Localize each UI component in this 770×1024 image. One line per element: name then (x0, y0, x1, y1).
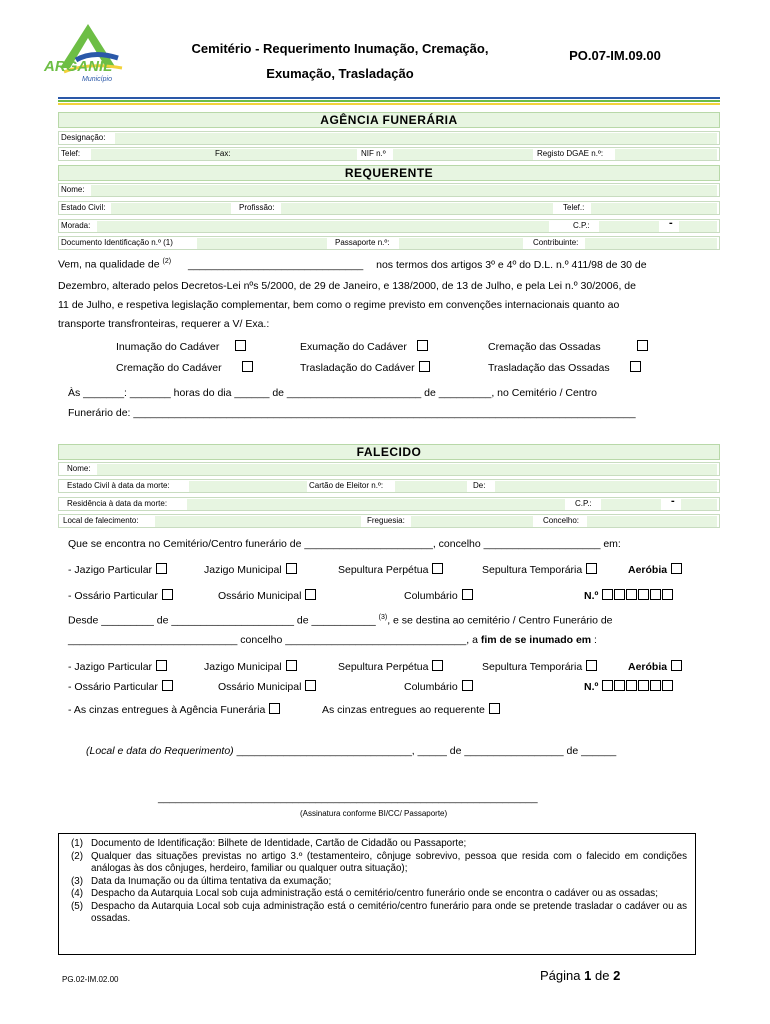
falecido-estado-civil-label: Estado Civil à data da morte: (67, 481, 170, 490)
logo-text: ARGANIL (44, 58, 113, 75)
dest-sepultura-temporaria-checkbox[interactable] (586, 660, 597, 671)
requerente-contribuinte-label: Contribuinte: (533, 238, 579, 247)
requerente-morada-field[interactable] (97, 221, 549, 232)
option-trasladacao-cadaver[interactable] (300, 361, 430, 374)
numero-box-2[interactable] (614, 589, 625, 600)
footnotes-box (58, 833, 696, 955)
exumacao-checkbox[interactable] (417, 340, 428, 351)
falecido-cartao-field[interactable] (395, 481, 467, 492)
dest-aerobia-checkbox[interactable] (671, 660, 682, 671)
horas-line[interactable]: Às _______: _______ horas do dia ______ de _______________________ de _________, no Cemitério / Centro (68, 387, 597, 399)
numero-box-5[interactable] (650, 589, 661, 600)
dest-ossario-municipal-checkbox[interactable] (305, 680, 316, 691)
ossario-municipal-checkbox[interactable] (305, 589, 316, 600)
dest-numero-box-4[interactable] (638, 680, 649, 691)
columbario-checkbox[interactable] (462, 589, 473, 600)
qualidade-line (58, 258, 647, 271)
dest-sepultura-perpetua[interactable] (338, 660, 443, 673)
trasladacao-ossadas-checkbox[interactable] (630, 361, 641, 372)
option-inumacao[interactable] (116, 340, 246, 353)
dest-columbario-checkbox[interactable] (462, 680, 473, 691)
requerente-estado-civil-field[interactable] (111, 203, 231, 214)
cremacao-ossadas-checkbox[interactable] (637, 340, 648, 351)
option-cremacao-ossadas[interactable] (488, 340, 648, 353)
trasladacao-ossadas-label: Trasladação das Ossadas (488, 362, 610, 374)
origin-ossario-particular[interactable] (68, 589, 173, 602)
requerente-contribuinte-field[interactable] (585, 238, 717, 249)
documento-label-sup: (1) (163, 238, 173, 247)
sepultura-perpetua-checkbox[interactable] (432, 563, 443, 574)
jazigo-particular-checkbox[interactable] (156, 563, 167, 574)
document-title (175, 36, 505, 86)
header-rule-green (58, 100, 720, 102)
footnote-text: Qualquer das situações previstas no artigo 3.º (testamenteiro, cônjuge sobrevivo, pessoa que resida com o falecido em condições análogas às dos cônjuges, herdeiro, familiar ou qualquer outra situação); (91, 850, 687, 874)
numero-box-4[interactable] (638, 589, 649, 600)
section-agencia-heading: AGÊNCIA FUNERÁRIA (58, 112, 720, 128)
requerente-cp-dash: - (669, 217, 673, 229)
qualidade-sup: (2) (162, 258, 172, 265)
footnote-text: Data da Inumação ou da última tentativa da exumação; (91, 875, 332, 887)
dest-numero-box-1[interactable] (602, 680, 613, 691)
designacao-label: Designação: (61, 133, 106, 142)
sepultura-perpetua-label: Sepultura Perpétua (338, 564, 429, 576)
origin-jazigo-particular[interactable] (68, 563, 167, 576)
agencia-dgae-field[interactable] (615, 149, 717, 160)
fim-colon: : (594, 634, 597, 646)
origin-ossario-municipal[interactable] (218, 589, 316, 602)
concelho-line[interactable] (68, 634, 597, 646)
header-rule-blue (58, 97, 720, 99)
origin-sepultura-perpetua[interactable] (338, 563, 443, 576)
cinzas-requerente[interactable] (322, 703, 500, 716)
falecido-cartao-label: Cartão de Eleitor n.º: (309, 481, 384, 490)
dest-numero-label: N.º (584, 681, 599, 693)
falecido-estado-civil-field[interactable] (189, 481, 307, 492)
dest-jazigo-municipal-label: Jazigo Municipal (204, 661, 282, 673)
dest-jazigo-particular[interactable] (68, 660, 167, 673)
footnote-number: (2) (71, 850, 83, 862)
dest-ossario-municipal-label: Ossário Municipal (218, 681, 302, 693)
cremacao-cadaver-checkbox[interactable] (242, 361, 253, 372)
requerente-civil-row (58, 201, 720, 215)
origin-aerobia[interactable] (628, 563, 682, 576)
dest-jazigo-particular-label: - Jazigo Particular (68, 661, 153, 673)
numero-box-6[interactable] (662, 589, 673, 600)
document-code: PO.07-IM.09.00 (569, 48, 661, 63)
title-line-1: Cemitério - Requerimento Inumação, Cremação, (191, 41, 489, 56)
trasladacao-cadaver-checkbox[interactable] (419, 361, 430, 372)
falecido-cp-label: C.P.: (575, 499, 592, 508)
requerente-documento-label (61, 238, 173, 247)
cremacao-ossadas-label: Cremação das Ossadas (488, 341, 601, 353)
section-falecido-heading: FALECIDO (58, 444, 720, 460)
legal-line-2: Dezembro, alterado pelos Decretos-Lei nºs 5/2000, de 29 de Janeiro, e 138/2000, de 13 de Julho, e pela Lei n.º 30/2006, de (58, 280, 636, 292)
sepultura-temporaria-checkbox[interactable] (586, 563, 597, 574)
page-number (540, 968, 620, 983)
requerente-telef-field[interactable] (591, 203, 717, 214)
requerente-profissao-field[interactable] (281, 203, 553, 214)
ossario-particular-checkbox[interactable] (162, 589, 173, 600)
agencia-telef-field[interactable] (91, 149, 259, 160)
footnote-text: Despacho da Autarquia Local sob cuja administração está o cemitério/centro funerário para onde se pretende trasladar o cadáver ou as ossadas. (91, 900, 687, 924)
agencia-dgae-label: Registo DGAE n.º: (537, 149, 604, 158)
dest-aerobia-label: Aeróbia (628, 661, 668, 673)
falecido-nome-label: Nome: (67, 464, 91, 473)
falecido-local-label: Local de falecimento: (63, 516, 139, 525)
signature-caption: (Assinatura conforme BI/CC/ Passaporte) (300, 809, 448, 818)
falecido-freguesia-field[interactable] (411, 516, 533, 527)
origin-numero (584, 589, 673, 602)
exumacao-label: Exumação do Cadáver (300, 341, 407, 353)
desde-line[interactable] (68, 614, 613, 627)
footnote-item (71, 876, 687, 889)
falecido-freguesia-label: Freguesia: (367, 516, 405, 525)
requerente-cp-label: C.P.: (573, 221, 590, 230)
sepultura-temporaria-label: Sepultura Temporária (482, 564, 583, 576)
dest-jazigo-municipal-checkbox[interactable] (286, 660, 297, 671)
ossario-particular-label: - Ossário Particular (68, 590, 158, 602)
falecido-residencia-field[interactable] (187, 499, 565, 510)
local-data-line[interactable] (86, 745, 616, 757)
cinzas-requerente-label: As cinzas entregues ao requerente (322, 704, 485, 716)
dest-aerobia[interactable] (628, 660, 682, 673)
dest-numero (584, 680, 673, 693)
legal-line-4: transporte transfronteiras, requerer a V/ Exa.: (58, 318, 270, 330)
desde-blanks[interactable]: Desde _________ de _____________________ de ___________ (68, 614, 376, 627)
page-current: 1 (584, 968, 592, 983)
cremacao-cadaver-label: Cremação do Cadáver (116, 362, 222, 374)
cinzas-agencia-checkbox[interactable] (269, 703, 280, 714)
dest-columbario[interactable] (404, 680, 473, 693)
requerente-passaporte-label: Passaporte n.º: (335, 238, 390, 247)
legal-paragraph (58, 277, 718, 334)
numero-box-3[interactable] (626, 589, 637, 600)
desde-sup: (3) (378, 614, 388, 621)
header-rule-yellow (58, 103, 720, 105)
ossario-municipal-label: Ossário Municipal (218, 590, 302, 602)
dest-ossario-municipal[interactable] (218, 680, 316, 693)
requerente-documento-field[interactable] (197, 238, 327, 249)
dest-numero-box-3[interactable] (626, 680, 637, 691)
jazigo-particular-label: - Jazigo Particular (68, 564, 153, 576)
dest-numero-box-5[interactable] (650, 680, 661, 691)
cinzas-requerente-checkbox[interactable] (489, 703, 500, 714)
documento-label-text: Documento Identificação n.º (61, 238, 161, 247)
falecido-de-field[interactable] (495, 481, 717, 492)
footnote-item (71, 838, 687, 851)
municipality-logo (38, 22, 138, 90)
section-requerente-heading: REQUERENTE (58, 165, 720, 181)
cinzas-agencia-label: - As cinzas entregues à Agência Funerária (68, 704, 266, 716)
origin-jazigo-municipal[interactable] (204, 563, 297, 576)
agencia-nif-field[interactable] (393, 149, 533, 160)
agencia-nif-label: NIF n.º (361, 149, 386, 158)
dest-sepultura-perpetua-label: Sepultura Perpétua (338, 661, 429, 673)
dest-numero-box-6[interactable] (662, 680, 673, 691)
dest-jazigo-particular-checkbox[interactable] (156, 660, 167, 671)
local-data-label: (Local e data do Requerimento) (86, 745, 234, 757)
title-line-2: Exumação, Trasladação (266, 66, 414, 81)
page-prefix: Página (540, 968, 581, 983)
falecido-civil-row (58, 479, 720, 493)
requerente-morada-row (58, 219, 720, 233)
dest-columbario-label: Columbário (404, 681, 458, 693)
origin-sepultura-temporaria[interactable] (482, 563, 597, 576)
dest-jazigo-municipal[interactable] (204, 660, 297, 673)
requerente-estado-civil-label: Estado Civil: (61, 203, 106, 212)
requerente-nome-field[interactable] (91, 185, 717, 196)
requerente-telef-label: Telef.: (563, 203, 585, 212)
concelho-blanks[interactable]: _____________________________ concelho _______________________________, a (68, 634, 478, 646)
requerente-profissao-label: Profissão: (239, 203, 275, 212)
dest-ossario-particular-label: - Ossário Particular (68, 681, 158, 693)
falecido-de-label: De: (473, 481, 486, 490)
inumacao-label: Inumação do Cadáver (116, 341, 220, 353)
requerente-doc-row (58, 236, 720, 250)
falecido-residencia-label: Residência à data da morte: (67, 499, 168, 508)
numero-box-1[interactable] (602, 589, 613, 600)
agencia-fax-label: Fax: (215, 149, 231, 158)
aerobia-label: Aeróbia (628, 564, 668, 576)
requerente-morada-label: Morada: (61, 221, 91, 230)
designacao-field[interactable] (115, 133, 717, 144)
falecido-residencia-row (58, 497, 720, 511)
logo-subtext: Município (82, 76, 112, 83)
fim-inumado-text: fim de se inumado em (480, 634, 592, 646)
local-data-blanks[interactable]: ______________________________, _____ de _________________ de ______ (236, 745, 617, 757)
funerario-line[interactable]: Funerário de: ______________________________________________________________________________________ (68, 407, 636, 419)
requerente-cp-field-1[interactable] (599, 221, 659, 232)
footer-code: PG.02-IM.02.00 (62, 975, 119, 984)
inumacao-checkbox[interactable] (235, 340, 246, 351)
footnote-number: (5) (71, 900, 83, 912)
qualidade-label: Vem, na qualidade de (58, 258, 160, 271)
origin-columbario[interactable] (404, 589, 473, 602)
jazigo-municipal-checkbox[interactable] (286, 563, 297, 574)
footnote-number: (4) (71, 888, 83, 899)
page-of: de (594, 968, 610, 983)
option-cremacao-cadaver[interactable] (116, 361, 253, 374)
agencia-designacao-row (58, 131, 720, 145)
dest-ossario-particular[interactable] (68, 680, 173, 693)
requerente-cp-field-2[interactable] (679, 221, 717, 232)
legal-line-3: 11 de Julho, e respetiva legislação complementar, bem como o regime previsto em convenções internacionais quanto ao (58, 299, 620, 311)
cemiterio-line[interactable]: Que se encontra no Cemitério/Centro funerário de ______________________, concelho ____________________ em: (68, 538, 621, 550)
footnote-item (71, 901, 687, 926)
desde-rest: , e se destina ao cemitério / Centro Funerário de (387, 614, 613, 627)
falecido-concelho-label: Concelho: (543, 516, 580, 525)
page-total: 2 (613, 968, 621, 983)
numero-label: N.º (584, 590, 599, 602)
dest-sepultura-temporaria[interactable] (482, 660, 597, 673)
option-exumacao[interactable] (300, 340, 428, 353)
footnote-text: Documento de Identificação: Bilhete de Identidade, Cartão de Cidadão ou Passaporte; (91, 838, 467, 849)
requerente-nome-label: Nome: (61, 185, 85, 194)
requerente-passaporte-field[interactable] (399, 238, 523, 249)
trasladacao-cadaver-label: Trasladação do Cadáver (300, 362, 415, 374)
footnote-item (71, 888, 687, 901)
footnote-number: (3) (71, 875, 83, 887)
falecido-nome-row (58, 462, 720, 476)
footnote-item (71, 851, 687, 876)
dest-numero-box-2[interactable] (614, 680, 625, 691)
falecido-nome-field[interactable] (97, 464, 717, 475)
requerente-nome-row (58, 183, 720, 197)
falecido-local-field[interactable] (155, 516, 361, 527)
dest-sepultura-temporaria-label: Sepultura Temporária (482, 661, 583, 673)
falecido-cp-field-1[interactable] (601, 499, 661, 510)
dest-ossario-particular-checkbox[interactable] (162, 680, 173, 691)
agencia-fax-field[interactable] (237, 149, 357, 160)
agencia-telef-label: Telef: (61, 149, 81, 158)
option-trasladacao-ossadas[interactable] (488, 361, 641, 374)
footnote-number: (1) (71, 838, 83, 849)
dest-sepultura-perpetua-checkbox[interactable] (432, 660, 443, 671)
qualidade-rest: nos termos dos artigos 3º e 4º do D.L. n.º 411/98 de 30 de (376, 258, 647, 271)
footnote-text: Despacho da Autarquia Local sob cuja administração está o cemitério/centro funerário onde se encontra o cadáver ou as ossadas; (91, 888, 658, 899)
signature-line[interactable]: _________________________________________________________________ (158, 792, 538, 804)
falecido-local-row (58, 514, 720, 528)
agencia-contact-row (58, 147, 720, 161)
qualidade-blank[interactable]: ______________________________ (188, 258, 364, 271)
falecido-concelho-field[interactable] (587, 516, 717, 527)
cinzas-agencia[interactable] (68, 703, 280, 716)
jazigo-municipal-label: Jazigo Municipal (204, 564, 282, 576)
columbario-label: Columbário (404, 590, 458, 602)
falecido-cp-field-2[interactable] (681, 499, 717, 510)
falecido-cp-dash: - (671, 495, 675, 507)
aerobia-checkbox[interactable] (671, 563, 682, 574)
